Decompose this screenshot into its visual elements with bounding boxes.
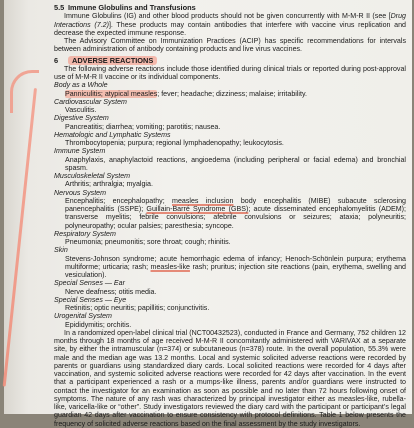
subhead-urogenital: Urogenital System bbox=[54, 312, 112, 321]
pen-annotation-line bbox=[3, 88, 37, 387]
entry-musculoskeletal: Arthritis; arthralgia; myalgia. bbox=[65, 180, 153, 189]
entry-eye: Retinitis; optic neuritis; papillitis; conjunctivitis. bbox=[65, 304, 210, 312]
entry-body-as-whole bbox=[54, 90, 406, 98]
section-5-5-heading bbox=[54, 4, 406, 12]
section-number: 6 bbox=[54, 55, 59, 65]
underlined-text: measles-like bbox=[150, 262, 190, 271]
paragraph-text: ]. These products may contain antibodies that interfere with vaccine virus replication and decrease the expected immune response. bbox=[54, 20, 406, 37]
subhead-nervous: Nervous System bbox=[54, 188, 107, 197]
subhead-eye: Special Senses — Eye bbox=[54, 295, 127, 304]
subhead-ear: Special Senses — Ear bbox=[54, 279, 125, 288]
document-page bbox=[4, 0, 412, 428]
cross-reference: Drug Interactions (7.2) bbox=[54, 12, 406, 29]
subhead-immune: Immune System bbox=[54, 147, 106, 156]
subhead-hematologic: Hematologic and Lymphatic Systems bbox=[54, 130, 171, 139]
entry-hematologic: Thrombocytopenia; purpura; regional lymphadenopathy; leukocytosis. bbox=[65, 139, 284, 147]
clinical-trial-paragraph: In a randomized open-label clinical trial (NCT00432523), conducted in France and Germany, 752 children 12 months through 18 months of age received M-M-R II concomitantly administered with VARIVAX at a separate site, by either the intramuscular (n=374) or subcutaneous (n=378) route. In the overall population, 55.3% were male and the median age was 13.2 months. Local and systemic solicited adverse reactions were recorded by parents or guardians using standardized diary cards. Local solicited reactions were recorded for 4 days after vaccination, and systemic solicited adverse reactions were recorded for 42 days after vaccination. In the event that a participant experienced a rash or a mumps-like illness, parents and/or guardians were instructed to contact the investigator for an examination as soon as possible and no later than 72 hours following onset of symptoms. The nature of any rash was characterized by principal investigator either as measles-like, rubella-like, varicella-like or “other”. Study investigators reviewed the diary card with the participant or participant’s legal guardian 42 days after vaccination to ensure consistency with protocol definitions. Table 1 below presents the frequency of solicited adverse reactions based on the final assessment by the study investigators. bbox=[54, 328, 406, 428]
subhead-skin: Skin bbox=[54, 246, 68, 255]
document-content bbox=[54, 4, 406, 428]
section-title: Immune Globulins and Transfusions bbox=[68, 3, 196, 12]
entry-digestive: Pancreatitis; diarrhea; vomiting; parotitis; nausea. bbox=[65, 122, 221, 131]
section-5-5-paragraph-2: The Advisory Committee on Immunization Practices (ACIP) has specific recommendations for intervals between administration of antibody containing products and live virus vaccines. bbox=[54, 37, 406, 54]
entry-ear: Nerve deafness; otitis media. bbox=[65, 287, 157, 296]
underlined-text: Guillain-Barré Syndrome (GBS) bbox=[146, 205, 249, 213]
subhead-cardiovascular: Cardiovascular System bbox=[54, 97, 127, 106]
entry-immune: Anaphylaxis, anaphylactoid reactions, angioedema (including peripheral or facial edema) and bronchial spasm. bbox=[65, 155, 406, 172]
entry-respiratory: Pneumonia; pneumonitis; sore throat; cough; rhinitis. bbox=[65, 238, 231, 246]
entry-skin bbox=[54, 255, 406, 280]
entry-text: ; fever; headache; dizziness; malaise; irritability. bbox=[157, 89, 307, 98]
entry-cardiovascular: Vasculitis. bbox=[65, 106, 97, 114]
section-number: 5.5 bbox=[54, 3, 65, 12]
subhead-body-as-whole: Body as a Whole bbox=[54, 81, 108, 90]
entry-text: body encephalitis (MIBE) subacute sclerosing panencephalitis (SSPE); bbox=[65, 196, 406, 213]
subhead-respiratory: Respiratory System bbox=[54, 229, 116, 238]
section-6-heading bbox=[54, 57, 406, 65]
section-title-highlighted: ADVERSE REACTIONS bbox=[68, 56, 157, 65]
entry-text: Encephalitis; encephalopathy; bbox=[65, 196, 173, 205]
entry-text: ; acute disseminated encephalomyelitis (ADEM); transverse myelitis; febrile convulsions; afebrile convulsions or seizures; ataxia; polyneuritis; polyneuropathy; ocular palsies; paresthesia; syncope. bbox=[65, 205, 406, 230]
paragraph-text: Immune Globulins (IG) and other blood products should not be given concurrently with M-M-R II (see bbox=[64, 12, 387, 21]
underlined-text: measles inclusion bbox=[172, 196, 234, 205]
highlighted-text: Panniculitis; atypical measles bbox=[65, 89, 158, 98]
entry-urogenital: Epididymitis; orchitis. bbox=[65, 320, 132, 329]
subhead-musculoskeletal: Musculoskeletal System bbox=[54, 172, 131, 180]
subhead-digestive: Digestive System bbox=[54, 114, 109, 123]
section-6-intro: The following adverse reactions include those identified during clinical trials or reported during post-approval use of M-M-R II vaccine or its individual components. bbox=[54, 64, 406, 81]
entry-text: Stevens-Johnson syndrome; acute hemorrhagic edema of infancy; Henoch-Schönlein purpura; erythema multiforme; urticaria; rash; bbox=[65, 254, 406, 271]
section-5-5-paragraph-1: Immune Globulins (IG) and other blood products should not be given concurrently with M-M-R II (see [Drug Interactions (7.2)]. These products may contain antibodies that interfere with vaccine virus replication and decrease the expected immune response. bbox=[54, 12, 406, 37]
entry-nervous bbox=[54, 197, 406, 230]
entry-text: rash; pruritus; injection site reactions (pain, erythema, swelling and vesiculation). bbox=[65, 262, 406, 279]
